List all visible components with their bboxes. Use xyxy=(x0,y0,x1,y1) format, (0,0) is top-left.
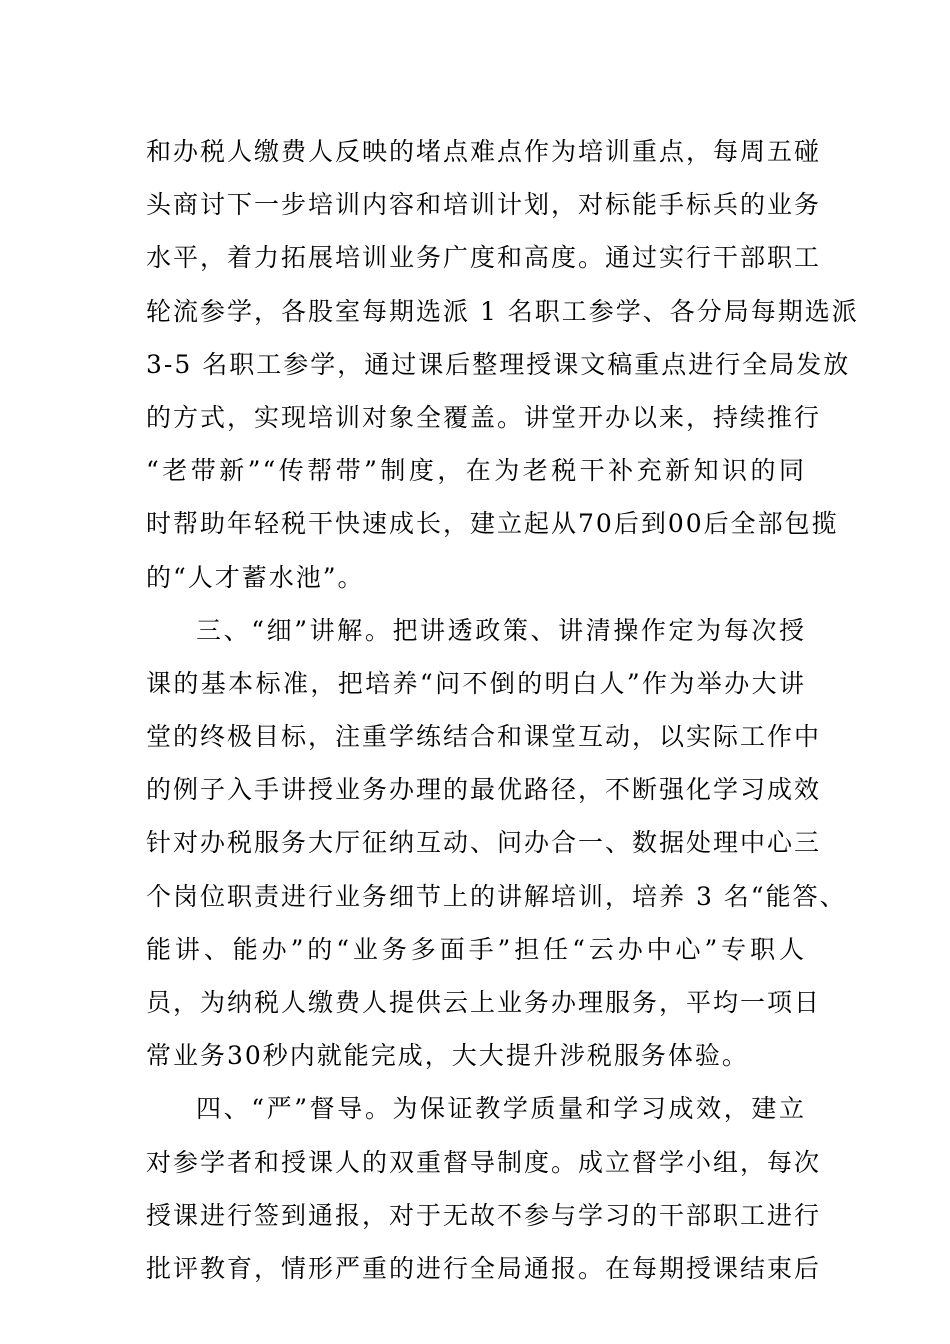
text-line: 和办税人缴费人反映的堵点难点作为培训重点，每周五碰 xyxy=(146,137,822,166)
text-line: 对参学者和授课人的双重督导制度。成立督学小组，每次 xyxy=(146,1147,822,1177)
text-line: 授课进行签到通报，对于无故不参与学习的干部职工进行 xyxy=(146,1200,822,1230)
text-line: “老带新”“传帮带”制度，在为老税干补充新知识的同 xyxy=(146,456,806,486)
text-line: 的方式，实现培训对象全覆盖。讲堂开办以来，持续推行 xyxy=(146,402,822,432)
paragraph-end-line: 常业务30秒内就能完成，大大提升涉税服务体验。 xyxy=(146,1041,749,1071)
section-heading-line: 三、“细”讲解。把讲透政策、讲清操作定为每次授 xyxy=(196,615,806,645)
paragraph-end-line: 的“人才蓄水池”。 xyxy=(146,562,365,592)
text-line: 课的基本标准，把培养“问不倒的明白人”作为举办大讲 xyxy=(146,668,806,698)
text-line: 轮流参学，各股室每期选派 1 名职工参学、各分局每期选派 xyxy=(146,296,859,326)
text-line: 员，为纳税人缴费人提供云上业务办理服务，平均一项日 xyxy=(146,988,822,1017)
text-line: 的例子入手讲授业务办理的最优路径，不断强化学习成效 xyxy=(146,775,822,805)
text-line: 时帮助年轻税干快速成长，建立起从70后到00后全部包揽 xyxy=(146,509,839,539)
text-line: 水平，着力拓展培训业务广度和高度。通过实行干部职工 xyxy=(146,243,822,273)
text-line: 3-5 名职工参学，通过课后整理授课文稿重点进行全局发放 xyxy=(146,349,851,379)
text-line: 堂的终极目标，注重学练结合和课堂互动，以实际工作中 xyxy=(146,722,822,752)
text-line: 针对办税服务大厅征纳互动、问办合一、数据处理中心三 xyxy=(146,828,822,858)
text-line: 能讲、能办”的“业务多面手”担任“云办中心”专职人 xyxy=(146,934,806,964)
text-line: 个岗位职责进行业务细节上的讲解培训，培养 3 名“能答、 xyxy=(146,881,847,911)
text-line: 批评教育，情形严重的进行全局通报。在每期授课结束后 xyxy=(146,1253,822,1283)
section-heading-line: 四、“严”督导。为保证教学质量和学习成效，建立 xyxy=(196,1094,806,1124)
text-line: 头商讨下一步培训内容和培训计划，对标能手标兵的业务 xyxy=(146,190,822,220)
document-body xyxy=(146,125,859,1295)
